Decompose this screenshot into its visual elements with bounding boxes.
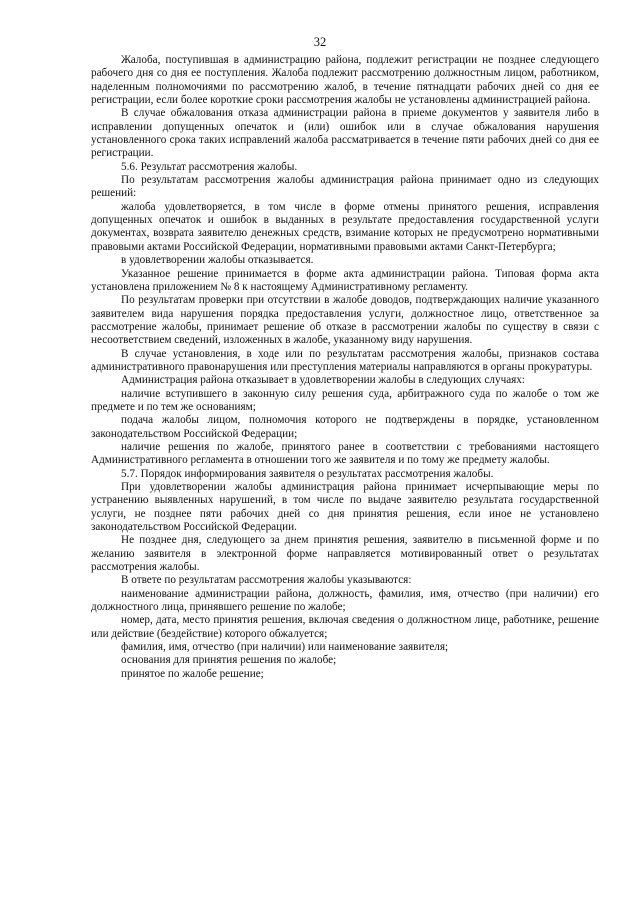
paragraph-no-arguments-refusal: По результатам проверки при отсутствии в жалобе доводов, подтверждающих наличие указанного заявителем вида нарушения порядка предоставления услуги, должностное лицо, ответственное за рассмотрение жалобы, принимает решение об отказе в рассмотрении жалобы по существу в связи с несоответствием сведений, изложенных в жалобе, указанному виду нарушения. bbox=[91, 294, 599, 347]
paragraph-decision-intro: По результатам рассмотрения жалобы администрация района принимает одно из следующих решений: bbox=[91, 174, 599, 200]
paragraph-remedy-measures: При удовлетворении жалобы администрация района принимает исчерпывающие меры по устранению выявленных нарушений, в том числе по выдаче заявителю результата государственной услуги, не позднее пяти рабочих дней со дня принятия решения, если иное не установлено законодательством Российской Федерации. bbox=[91, 481, 599, 534]
section-heading-5-7: 5.7. Порядок информирования заявителя о результатах рассмотрения жалобы. bbox=[121, 467, 494, 480]
paragraph-decision-form: Указанное решение принимается в форме акта администрации района. Типовая форма акта установлена приложением № 8 к настоящему Административному регламенту. bbox=[91, 267, 599, 293]
list-item-administration-name: наименование администрации района, должность, фамилия, имя, отчество (при наличии) его должностного лица, принявшего решение по жалобе; bbox=[91, 587, 599, 614]
page-number: 32 bbox=[313, 35, 327, 49]
paragraph-complaint-registration: Жалоба, поступившая в администрацию района, подлежит регистрации не позднее следующего рабочего дня со дня ее поступления. Жалоба подлежит рассмотрению должностным лицом, работником, наделенным полномочиями по рассмотрению жалоб, в течение пятнадцати рабочих дней со дня ее регистрации, если более короткие сроки рассмотрения жалобы не установлены администрацией района. bbox=[91, 54, 599, 107]
list-item-complaint-rejected: в удовлетворении жалобы отказывается. bbox=[121, 254, 314, 267]
paragraph-reasoned-response: Не позднее дня, следующего за днем принятия решения, заявителю в письменной форме и по желанию заявителя в электронной форме направляется мотивированный ответ о результатах рассмотрения жалобы. bbox=[91, 534, 599, 574]
document-body bbox=[91, 54, 599, 681]
section-heading-5-6: 5.6. Результат рассмотрения жалобы. bbox=[121, 160, 298, 173]
list-item-decision-taken: принятое по жалобе решение; bbox=[121, 667, 264, 680]
paragraph-refusal-cases-intro: Администрация района отказывает в удовлетворении жалобы в следующих случаях: bbox=[121, 374, 526, 387]
list-item-applicant-name: фамилия, имя, отчество (при наличии) или наименование заявителя; bbox=[121, 641, 449, 654]
paragraph-refusal-appeal-deadline: В случае обжалования отказа администрации района в приеме документов у заявителя либо в исправлении допущенных опечаток и (или) ошибок или в случае обжалования нарушения установленного срока таких исправлений жалоба рассматривается в течение пяти рабочих дней со дня ее регистрации. bbox=[91, 107, 599, 160]
paragraph-response-contents-intro: В ответе по результатам рассмотрения жалобы указываются: bbox=[121, 574, 412, 587]
list-item-complaint-satisfied: жалоба удовлетворяется, в том числе в форме отмены принятого решения, исправления допущенных опечаток и ошибок в выданных в результате предоставления государственной услуги документах, возврата заявителю денежных средств, взимание которых не предусмотрено нормативными правовыми актами Российской Федерации, нормативными правовыми актами Санкт-Петербурга; bbox=[91, 200, 599, 253]
paragraph-prosecution-referral: В случае установления, в ходе или по результатам рассмотрения жалобы, признаков состава административного правонарушения или преступления материалы направляются в органы прокуратуры. bbox=[91, 347, 599, 373]
list-item-prior-decision: наличие решения по жалобе, принятого ранее в соответствии с требованиями настоящего Административного регламента в отношении того же заявителя и по тому же предмету жалобы. bbox=[91, 440, 599, 467]
list-item-decision-grounds: основания для принятия решения по жалобе; bbox=[121, 654, 337, 667]
list-item-decision-number-date: номер, дата, место принятия решения, включая сведения о должностном лице, работнике, решение или действие (бездействие) которого обжалуется; bbox=[91, 614, 599, 640]
list-item-unconfirmed-authority: подача жалобы лицом, полномочия которого не подтверждены в порядке, установленном законодательством Российской Федерации; bbox=[91, 414, 599, 440]
list-item-court-decision: наличие вступившего в законную силу решения суда, арбитражного суда по жалобе о том же предмете и по тем же основаниям; bbox=[91, 387, 599, 413]
